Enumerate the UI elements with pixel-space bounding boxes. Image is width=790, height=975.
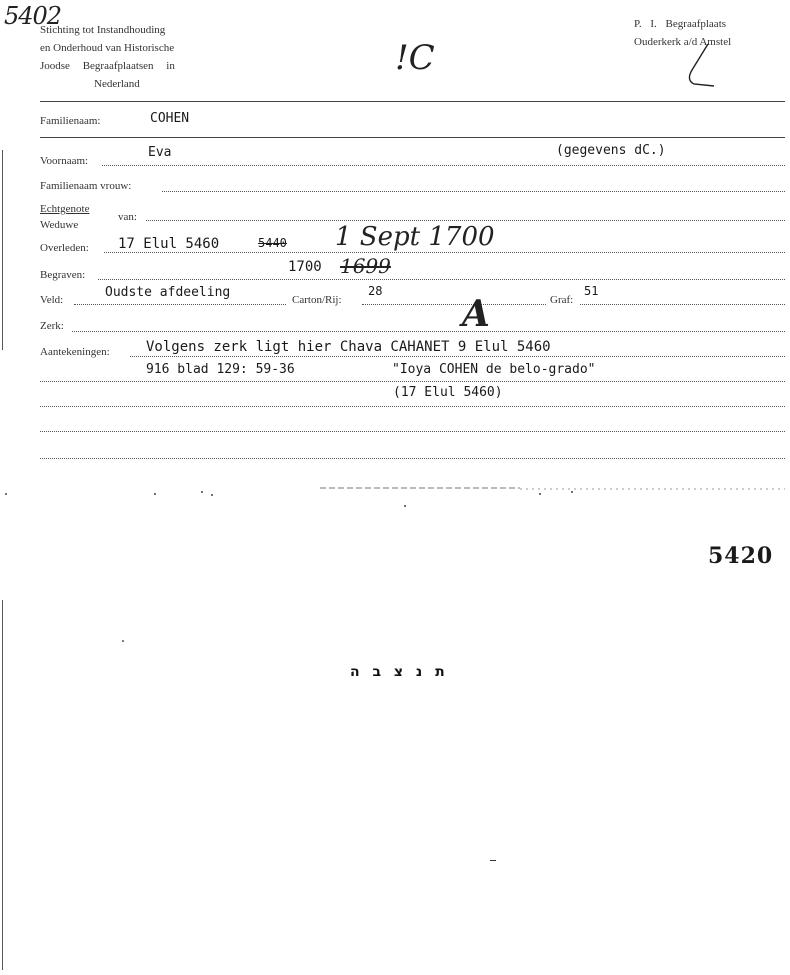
dash-mark <box>490 860 496 861</box>
org-line-1: Stichting tot Instandhouding <box>40 24 166 36</box>
stamp-number: 5420 <box>708 543 774 569</box>
cemetery-line-2: Ouderkerk a/d Amstel <box>634 36 732 48</box>
overleden-struck-year: 5440 <box>258 236 287 250</box>
weduwe-label: Weduwe <box>40 219 79 231</box>
begraven-value: 1700 <box>288 259 322 275</box>
note-line-3: (17 Elul 5460) <box>393 385 503 400</box>
note-line-4-dots <box>40 431 785 432</box>
speck-mark <box>122 640 124 642</box>
org-line-4: Nederland <box>94 78 140 90</box>
graf-line <box>580 304 785 305</box>
begraven-line <box>98 279 785 280</box>
veld-line <box>74 304 286 305</box>
note-line-2-left: 916 blad 129: 59-36 <box>146 362 295 377</box>
graf-label: Graf: <box>550 294 574 306</box>
echtgenote-label: Echtgenote <box>40 203 90 215</box>
note-line-3-dots <box>40 406 785 407</box>
graf-value: 51 <box>584 284 599 298</box>
note-line-2-dots <box>40 381 785 382</box>
center-handwritten-mark: !C <box>395 38 435 78</box>
carton-label: Carton/Rij: <box>292 294 342 306</box>
familienaam-label: Familienaam: <box>40 115 101 127</box>
left-margin-mark <box>2 600 3 970</box>
familienaam-value: COHEN <box>150 111 190 126</box>
overleden-value: 17 Elul 5460 <box>118 236 220 252</box>
carton-line <box>362 304 546 305</box>
voornaam-value: Eva <box>148 145 172 160</box>
familienaam-vrouw-label: Familienaam vrouw: <box>40 180 132 192</box>
scan-artifact-line <box>0 480 790 510</box>
overleden-label: Overleden: <box>40 242 89 254</box>
begraven-label: Begraven: <box>40 269 86 281</box>
familienaam-vrouw-line <box>162 191 785 192</box>
cemetery-line-1: P. I. Begraafplaats <box>634 18 727 30</box>
veld-label: Veld: <box>40 294 64 306</box>
left-margin-mark <box>2 150 3 350</box>
header-divider <box>40 101 785 102</box>
organization-block <box>40 21 175 93</box>
check-mark-icon <box>680 40 720 88</box>
overleden-handwritten-date: 1 Sept 1700 <box>335 222 495 252</box>
note-line-1-dots <box>130 356 785 357</box>
overleden-line <box>104 252 785 253</box>
van-label: van: <box>118 211 137 223</box>
file-number-handwritten: 5402 <box>4 2 62 30</box>
hebrew-inscription: ת נ צ ב ה <box>350 664 449 680</box>
note-line-2-right: "Ioya COHEN de belo-grado" <box>392 362 596 377</box>
org-line-2: en Onderhoud van Historische <box>40 42 175 54</box>
aantekeningen-label: Aantekeningen: <box>40 346 110 358</box>
carton-value: 28 <box>368 284 383 298</box>
note-line-5-dots <box>40 458 785 459</box>
voornaam-label: Voornaam: <box>40 155 89 167</box>
zerk-label: Zerk: <box>40 320 64 332</box>
note-line-1: Volgens zerk ligt hier Chava CAHANET 9 Elul 5460 <box>146 339 551 355</box>
org-line-3: Joodse Begraafplaatsen in <box>40 60 175 72</box>
familienaam-divider <box>40 137 785 138</box>
begraven-struck-year: 1699 <box>340 254 391 278</box>
voornaam-line <box>102 165 785 166</box>
zerk-line <box>72 331 785 332</box>
veld-value: Oudste afdeeling <box>105 285 231 300</box>
row-letter-handwritten: A <box>462 293 490 335</box>
van-line <box>146 220 785 221</box>
gegevens-note: (gegevens dC.) <box>556 143 666 158</box>
